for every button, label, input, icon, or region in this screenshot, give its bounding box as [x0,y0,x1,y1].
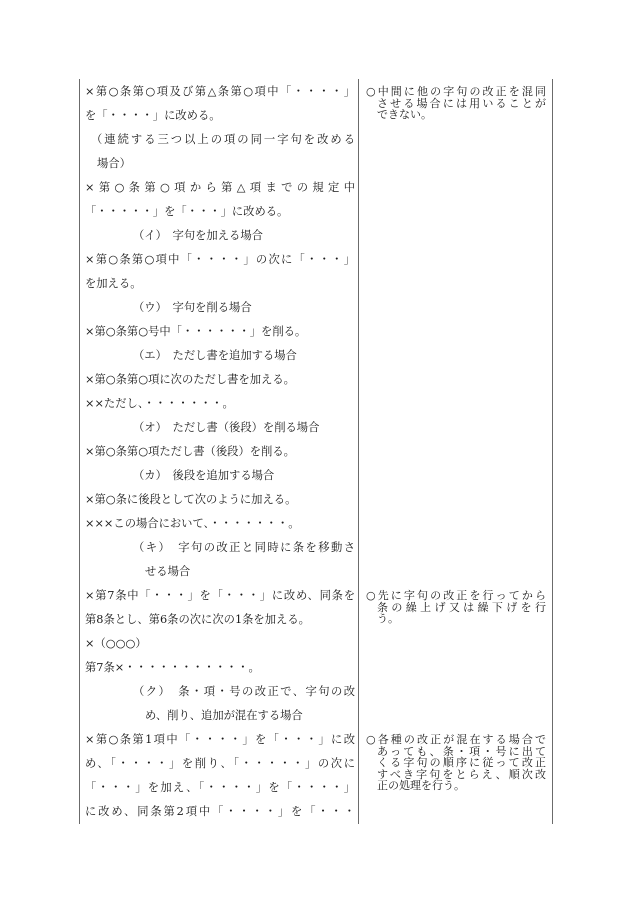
left-line-9: を加える。 [85,277,142,290]
note-2-line-1: ○先に字句の改正を行ってから [366,589,546,602]
left-line-24: ×（○○○） [85,637,147,650]
left-line-16: ×第○条第○項ただし書（後段）を削る。 [85,445,295,458]
left-line-3: （連続する三つ以上の項の同一字句を改める [91,133,355,146]
left-line-28: ×第○条第1項中「・・・・」を「・・・」に改 [85,733,355,746]
note-3-line-1: ○各種の改正が混在する場合で [366,733,546,746]
note-3-line-3: くる字句の順序に従って改正 [377,756,546,769]
note-1-line-3: できない。 [377,108,432,121]
left-line-2: を「・・・・」に改める。 [85,109,221,122]
section-heading-u: （ウ） 字句を削る場合 [133,301,252,314]
section-heading-ki-cont: せる場合 [145,565,191,578]
left-line-8: ×第○条第○項中「・・・・」の次に「・・・」 [85,253,355,266]
left-line-30: 「・・・」を加え、「・・・・」を「・・・・」 [85,781,355,794]
note-2-line-3: う。 [377,612,399,625]
left-line-1: ×第○条第○項及び第△条第○項中「・・・・」 [85,85,355,98]
note-1 [366,86,546,121]
section-heading-ku: （ク） 条・項・号の改正で、字句の改 [133,685,355,698]
note-2-line-2: 条の繰上げ又は繰下げを行 [377,600,546,614]
left-line-22: ×第7条中「・・・」を「・・・」に改め、同条を [85,589,355,602]
left-line-18: ×第○条に後段として次のように加える。 [85,493,297,506]
left-line-14: ××ただし、・・・・・・・。 [85,397,234,410]
left-line-11: ×第○条第○号中「・・・・・・」を削る。 [85,325,307,338]
note-3 [366,734,546,792]
note-3-line-4: すべき字句をとらえ、順次改 [377,767,546,781]
left-line-5: ×第○条第○項から第△項までの規定中 [85,181,355,194]
left-line-13: ×第○条第○項に次のただし書を加える。 [85,373,295,386]
section-heading-e: （エ） ただし書を追加する場合 [133,349,297,362]
note-3-line-5: 正の処理を行う。 [377,779,465,792]
section-heading-ka: （カ） 後段を追加する場合 [133,469,275,482]
note-2 [366,590,546,625]
column-divider [358,79,359,824]
left-line-19: ×××この場合において、・・・・・・・。 [85,517,300,530]
left-line-25: 第7条×・・・・・・・・・・・。 [85,661,260,674]
note-1-line-1: ○中間に他の字句の改正を混同 [366,85,546,98]
left-line-23: 第8条とし、第6条の次に次の1条を加える。 [85,613,310,626]
note-1-line-2: させる場合には用いることが [377,96,546,110]
section-heading-o: （オ） ただし書（後段）を削る場合 [133,421,320,434]
left-line-29: め、「・・・・」を削り、「・・・・・」の次に [85,757,355,770]
note-3-line-2: あっても、条・項・号に出て [377,744,546,758]
left-line-31: に改め、同条第2項中「・・・・」を「・・・ [85,805,355,818]
left-line-6: 「・・・・・」を「・・・」に改める。 [85,205,289,218]
left-line-4: 場合） [97,157,131,170]
section-heading-ku-cont: め、削り、追加が混在する場合 [145,709,303,722]
section-heading-ki: （キ） 字句の改正と同時に条を移動さ [133,541,355,554]
section-heading-i: （イ） 字句を加える場合 [133,229,263,242]
